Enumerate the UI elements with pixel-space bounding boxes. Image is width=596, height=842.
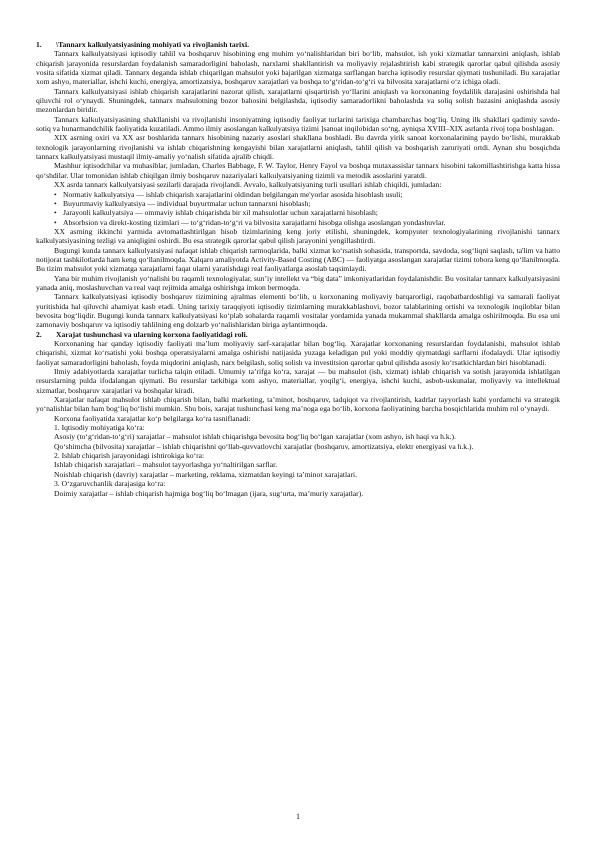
paragraph: XX asrning ikkinchi yarmida avtomatlashtirilgan hisob tizimlarining keng joriy etilishi, shuningdek, kompyuter texnologiyalarining rivojlanishi tannarx kalkulyatsiyasining tezligi va aniqligini oshirdi. Bu esa strategik qarorlar qabul qilish jarayonini yengillashtirdi. — [36, 226, 560, 246]
paragraph: Xarajatlar nafaqat mahsulot ishlab chiqarish bilan, balki marketing, ta’minot, boshqaruv, tadqiqot va rivojlantirish, kadrlar tayyorlash kabi yordamchi va strategik yo‘nalishlar bilan ham bog‘liq bo‘lishi mumkin. Shu bois, xarajat tushunchasi keng ma’noga ega bo‘lib, korxona faoliyatining barcha bosqichlarida muhim rol o‘ynaydi. — [36, 395, 560, 414]
bullet-icon: • — [54, 198, 57, 208]
paragraph: Tannarx kalkulyatsiyasi ishlab chiqarish xarajatlarini nazorat qilish, xarajatlarni qisqartirish yo‘llarini aniqlash va korxonaning foydalilik darajasini oshirishda hal qiluvchi rol o‘ynaydi. Shuningdek, tannarx mahsulotning bozor bahosini belgilashda, iqtisodiy samaradorlikni baholashda va soliq solish bazasini aniqlashda asosiy mezonlardan biridir. — [36, 86, 560, 115]
section-heading-1 — [36, 40, 560, 49]
section-title: Xarajat tushunchasi va ularning korxona faoliyatidagi roli. — [56, 329, 248, 339]
paragraph: Tannarx kalkulyatsiyasi iqtisodiy boshqaruv tizimining ajralmas elementi bo‘lib, u korxonaning moliyaviy barqarorligi, raqobatbardoshligi va samarali faoliyat yuritishida hal qiluvchi ahamiyat kasb etadi. Uning tarixiy taraqqiyoti iqtisodiy tizimlarning murakkablashuvi, bozor talablarining ortishi va texnologik inqiloblar bilan bevosita bog‘liqdir. Bugungi kunda tannarx kalkulyatsiyasi ko‘plab sohalarda raqamli vositalar yordamida yanada mukammal shakllarda amalga oshirilmoqda. Bu esa uni zamonaviy boshqaruv va iqtisodiy tahlilning eng dolzarb yo‘nalishlaridan biriga aylantirmoqda. — [36, 292, 560, 330]
bullet-icon: • — [54, 208, 57, 218]
paragraph: XIX asrning oxiri va XX asr boshlarida tannarx hisobining nazariy asoslari shakllana boshladi. Bu davrda yirik sanoat korxonalarining paydo bo‘lishi, murakkab texnologik jarayonlarning rivojlanishi va ishlab chiqarishning kengayishi bilan xarajatlarni aniqlash, tahlil qilish va boshqarish zaruriyati ortdi. Aynan shu bosqichda tannarx kalkulyatsiyasi mustaqil ilmiy-amaliy yo‘nalish sifatida ajralib chiqdi. — [36, 133, 560, 162]
classification-item: Doimiy xarajatlar – ishlab chiqarish hajmiga bog‘liq bo‘lmagan (ijara, sug‘urta, ma’muriy xarajatlar). — [54, 488, 364, 498]
classification-item: Ishlab chiqarish xarajatlari – mahsulot tayyorlashga yo‘naltirilgan sarflar. — [54, 460, 278, 470]
document-page — [36, 40, 560, 498]
paragraph: Bugungi kunda tannarx kalkulyatsiyasi nafaqat ishlab chiqarish tarmoqlarida, balki xizmat ko‘rsatish sohasida, transportda, savdoda, sog‘liqni saqlash, ta'lim va hatto notijorat tashkilotlarda ham keng qo‘llanilmoqda. Xalqaro amaliyotda Activity-Based Costing (ABC) — faoliyatga asoslangan xarajatlar tizimi tobora keng qo‘llanilmoqda. Bu tizim mahsulot yoki xizmatga xarajatlarni faqat ularni yaratishdagi real faoliyatlarga asoslab taqsimlaydi. — [36, 245, 560, 274]
bullet-item: • Buyurtmaviy kalkulyatsiya — individual buyurtmalar uchun tannarxni hisoblash; — [54, 198, 311, 208]
paragraph: Korxonaning har qanday iqtisodiy faoliyati ma’lum moliyaviy sarf-xarajatlar bilan bog‘liq. Xarajatlar korxonaning resurslardan foydalanishi, mahsulot ishlab chiqarishi, xizmat ko‘rsatishi yoki boshqa operatsiyalarni amalga oshirishi natijasida yuzaga keladigan pul yoki moddiy qiymatdagi sarflarni ifodalaydi. Ular iqtisodiy faoliyat samaradorligini baholash, foyda miqdorini aniqlash, narx belgilash, soliq solish va investitsion qarorlar qabul qilishda asosiy ko‘rsatkichlardan biri hisoblanadi. — [36, 339, 560, 367]
paragraph: XX asrda tannarx kalkulyatsiyasi sezilarli darajada rivojlandi. Avvalo, kalkulyatsiyaning turli usullari ishlab chiqildi, jumladan: — [54, 180, 442, 190]
bullet-item: • Jarayonli kalkulyatsiya — ommaviy ishlab chiqarishda bir xil mahsulotlar uchun xarajatlarni hisoblash; — [54, 208, 378, 218]
section-heading-2 — [36, 330, 560, 339]
paragraph: Tannarx kalkulyatsiyasi iqtisodiy tahlil va boshqaruv hisobining eng muhim yo‘nalishlaridan biri bo‘lib, mahsulot, ish yoki xizmatlar tannarxini aniqlash, ishlab chiqarish jarayonida resurslardan foydalanish samaradorligini baholash, narxlarni shakllantirish va moliyaviy rejalashtirish kabi strategik qarorlar qabul qilishda asosiy vosita sifatida xizmat qiladi. Tannarx deganda ishlab chiqarilgan mahsulot yoki bajarilgan xizmatga sarflangan barcha iqtisodiy resurslar qiymati tushuniladi. Bu xarajatlar xom ashyo, materiallar, ishchi kuchi, energiya, amortizatsiya, boshqaruv xarajatlari va boshqa to‘g‘ridan-to‘g‘ri va bilvosita xarajatlarni o‘z ichiga oladi. — [36, 49, 560, 87]
section-number: 2. — [36, 329, 42, 339]
classification-item: Qo‘shimcha (bilvosita) xarajatlar – ishlab chiqarishni qo‘llab-quvvatlovchi xarajatlar (boshqaruv, amortizatsiya, elektr energiyasi va h.k.). — [54, 441, 474, 451]
paragraph: Yana bir muhim rivojlanish yo‘nalishi bu raqamli texnologiyalar, sun’iy intellekt va “big data” imkoniyatlaridan foydalanishdir. Bu vositalar tannarx kalkulyatsiyasini yanada aniq, moslashuvchan va real vaqt rejimida amalga oshirishga imkon bermoqda. — [36, 273, 560, 292]
paragraph: Ilmiy adabiyotlarda xarajatlar turlicha talqin etiladi. Umumiy ta’rifga ko‘ra, xarajat — bu mahsulot (ish, xizmat) ishlab chiqarish va sotish jarayonida ishlatilgan resurslarning pulda ifodalangan qiymati. Bu resurslar tarkibiga xom ashyo, materiallar, yoqilg‘i, energiya, ishchi kuchi, asbob-uskunalar, moliyaviy va intellektual xizmatlar, boshqaruv xarajatlari va boshqalar kiradi. — [36, 367, 560, 395]
classification-heading: 2. Ishlab chiqarish jarayonidagi ishtirokiga ko‘ra: — [54, 451, 205, 461]
page-number: 1 — [296, 812, 300, 821]
classification-item: Noishlab chiqarish (davriy) xarajatlar – marketing, reklama, xizmatdan keyingi ta’minot xarajatlari. — [54, 469, 358, 479]
bullet-item: • Absorbsion va direkt-kosting tizimlari — to‘g‘ridan-to‘g‘ri va bilvosita xarajatlarni hisobga olishga asoslangan yondashuvlar. — [54, 217, 446, 227]
classification-heading: 1. Iqtisodiy mohiyatiga ko‘ra: — [54, 423, 145, 433]
bullet-icon: • — [54, 189, 57, 199]
bullet-item: • Normativ kalkulyatsiya — ishlab chiqarish xarajatlarini oldindan belgilangan me'yorlar asosida hisoblash usuli; — [54, 189, 403, 199]
paragraph: Mashhur iqtisodchilar va muhasiblar, jumladan, Charles Babbage, F. W. Taylor, Henry Fayol va boshqa mutaxassislar tannarx hisobini takomillashtirishga katta hissa qo‘shdilar. Ular tomonidan ishlab chiqilgan ilmiy boshqaruv nazariyalari kalkulyatsiyaning tizimli va metodik asoslarini yaratdi. — [36, 161, 560, 180]
classification-heading: 3. O‘zgaruvchanlik darajasiga ko‘ra: — [54, 479, 166, 489]
paragraph: Korxona faoliyatida xarajatlar ko‘p belgilarga ko‘ra tasniflanadi: — [54, 413, 251, 423]
paragraph: Tannarx kalkulyatsiyasining shakllanishi va rivojlanishi insoniyatning iqtisodiy faoliyat turlarini tarixiga chambarchas bog‘liq. Uning ilk shakllari qadimiy savdo-sotiq va hunarmandchilik faoliyatida kuzatiladi. Ammo ilmiy asoslangan kalkulyatsiya tizimi ]sanoat inqilobidan so‘ng, ayniqsa XVIII–XIX asrlarda rivoj topa boshlagan. — [36, 114, 560, 134]
section-number: 1. — [36, 40, 42, 49]
section-title: \Tannarx kalkulyatsiyasining mohiyati va rivojlanish tarixi. — [56, 40, 249, 49]
classification-item: Asosiy (to‘g‘ridan-to‘g‘ri) xarajatlar – mahsulot ishlab chiqarishga bevosita bog‘liq bo‘lgan xarajatlar (xom ashyo, ish haqi va h.k.). — [54, 432, 456, 442]
bullet-icon: • — [54, 217, 57, 227]
